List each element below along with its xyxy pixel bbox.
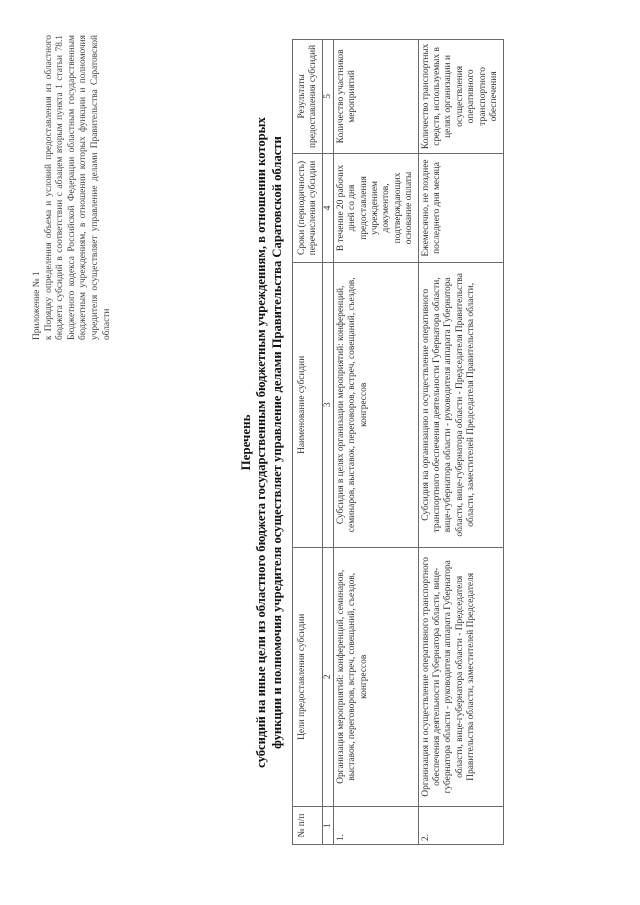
header-result: Результаты предоставления субсидий xyxy=(293,40,323,154)
column-number: 1 xyxy=(322,807,333,845)
row-term: Ежемесячно, не позднее последнего дня месяца xyxy=(418,153,503,262)
row-goal: Организация мероприятий: конференций, семинаров, выставок, переговоров, встреч, совещаний, съездов, конгрессов xyxy=(333,547,418,807)
column-number: 3 xyxy=(322,263,333,547)
row-name: Субсидия на организацию и осуществление оперативного транспортного обеспечения деятельности Губернатора области, вице-губернатора области - руководителя аппарата Губернатора области, вице-губернатора области - Председателя Правительства области, заместителей Председателя Правительства области, xyxy=(418,263,503,547)
appendix-title: Приложение № 1 xyxy=(32,271,42,340)
row-result: Количество участников мероприятий xyxy=(333,40,418,154)
header-term: Сроки (периодичность) перечисления субсидии xyxy=(293,153,323,262)
appendix-text: к Порядку определения объема и условий предоставления из областного бюджета субсидий в соответствии с абзацем вторым пункта 1 статьи 78.1 Бюджетного кодекса Российской Федерации областным государственным бюджетным учреждениям, в отношении которых функции и полномочия учредителя осуществляет управление делами Правительства Саратовской области xyxy=(43,35,112,340)
heading-line-2: функции и полномочия учредителя осуществляет управление делами Правительства Саратовской области xyxy=(269,136,284,749)
header-goal: Цели предоставления субсидии xyxy=(293,547,323,807)
column-number: 5 xyxy=(322,40,333,154)
appendix-note xyxy=(32,35,113,340)
column-number: 2 xyxy=(322,547,333,807)
heading-word: Перечень xyxy=(238,414,253,471)
header-name: Наименование субсидии xyxy=(293,263,323,547)
table-row xyxy=(333,40,418,845)
row-number: 1. xyxy=(333,807,418,845)
table-header-row xyxy=(293,40,323,845)
column-number: 4 xyxy=(322,153,333,262)
subsidies-table xyxy=(292,39,504,845)
table-row xyxy=(418,40,503,845)
column-number-row xyxy=(322,40,333,845)
row-result: Количество транспортных средств, используемых в целях организации и осуществления оперативного транспортного обеспечения xyxy=(418,40,503,154)
row-goal: Организация и осуществление оперативного транспортного обеспечения деятельности Губернатора области, вице-губернатора области - руководителя аппарата Губернатора области, вице-губернатора области - Председателя Правительства области, заместителей Председателя xyxy=(418,547,503,807)
heading-line-1: субсидий на иные цели из областного бюджета государственным бюджетным учреждениям, в отношении которых xyxy=(254,117,268,768)
row-term: В течение 20 рабочих дней со дня предоставления учреждением документов, подтверждающих основание оплаты xyxy=(333,153,418,262)
row-number: 2. xyxy=(418,807,503,845)
header-number: № п/п xyxy=(293,807,323,845)
row-name: Субсидия в целях организации мероприятий: конференций, семинаров, выставок, переговоров, встреч, совещаний, съездов, конгрессов xyxy=(333,263,418,547)
document-heading xyxy=(238,40,285,845)
